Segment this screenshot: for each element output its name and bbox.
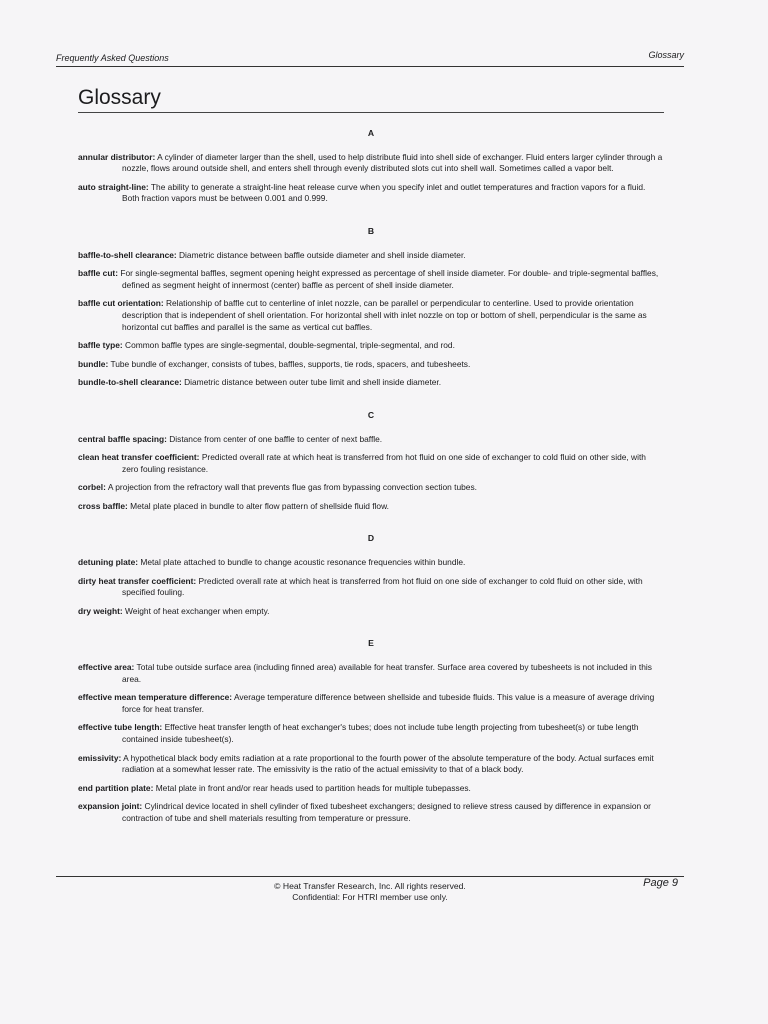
glossary-definition: Cylindrical device located in shell cylinder of fixed tubesheet exchangers; designed to relieve stress caused by difference in expansion or contraction of tube and shell materials resulting from temperature or pressure. <box>122 801 651 823</box>
glossary-term: effective tube length: <box>78 722 163 733</box>
glossary-term: central baffle spacing: <box>78 433 167 444</box>
glossary-term: auto straight-line: <box>78 181 149 192</box>
glossary-entry <box>78 340 664 352</box>
page-footer <box>56 876 684 903</box>
glossary-entry <box>78 250 664 262</box>
glossary-term: cross baffle: <box>78 500 128 511</box>
glossary-definition: Average temperature difference between shellside and tubeside fluids. This value is a measure of average driving force for heat transfer. <box>122 692 655 714</box>
section-gap <box>78 396 664 410</box>
glossary-definition: A projection from the refractory wall that prevents flue gas from bypassing convection section tubes. <box>107 482 477 493</box>
glossary-term: baffle cut orientation: <box>78 298 164 309</box>
section-gap <box>78 624 664 638</box>
glossary-entry <box>78 662 664 685</box>
glossary-term: annular distributor: <box>78 151 156 162</box>
glossary-content <box>78 128 664 832</box>
glossary-definition: Total tube outside surface area (including finned area) available for heat transfer. Surface area covered by tubesheets is not included in this area. <box>122 662 652 684</box>
glossary-definition: Metal plate in front and/or rear heads used to partition heads for multiple tubepasses. <box>155 782 471 793</box>
glossary-entry <box>78 722 664 745</box>
section-letter: A <box>367 128 375 138</box>
glossary-term: baffle cut: <box>78 268 119 279</box>
glossary-entry <box>78 452 664 475</box>
glossary-entry <box>78 298 664 333</box>
glossary-entry <box>78 482 664 494</box>
glossary-term: corbel: <box>78 482 106 493</box>
glossary-definition: The ability to generate a straight-line heat release curve when you specify inlet and outlet temperatures and fraction vapors for a fluid. Both fraction vapors must be between 0.001 and 0.999. <box>122 181 646 204</box>
glossary-term: bundle: <box>78 358 109 369</box>
glossary-entry <box>78 359 664 371</box>
glossary-entry <box>78 268 664 291</box>
glossary-definition: Predicted overall rate at which heat is transferred from hot fluid on one side of exchanger to cold fluid on other side, with specified fouling. <box>122 575 643 598</box>
glossary-definition: A hypothetical black body emits radiation at a rate proportional to the fourth power of the absolute temperature of the body. Actual surfaces emit radiation at a somewhat lesser rate. The emissivity is the ratio of the actual emissivity to that of a black body. <box>122 752 654 775</box>
glossary-entry <box>78 182 664 205</box>
glossary-entry <box>78 557 664 569</box>
glossary-definition: Diametric distance between outer tube limit and shell inside diameter. <box>184 377 442 388</box>
section-letter: C <box>367 409 375 420</box>
glossary-definition: Diametric distance between baffle outside diameter and shell inside diameter. <box>179 249 466 260</box>
glossary-term: baffle type: <box>78 340 123 351</box>
glossary-definition: Common baffle types are single-segmental, double-segmental, triple-segmental, and rod. <box>125 340 455 351</box>
glossary-term: clean heat transfer coefficient: <box>78 452 200 463</box>
glossary-definition: Distance from center of one baffle to center of next baffle. <box>169 433 383 444</box>
glossary-term: end partition plate: <box>78 782 154 793</box>
copyright-text: © Heat Transfer Research, Inc. All rights reserved. <box>274 881 466 891</box>
running-header <box>56 50 684 67</box>
glossary-term: dirty heat transfer coefficient: <box>78 575 197 586</box>
page-title: Glossary <box>78 86 664 113</box>
glossary-entry <box>78 753 664 776</box>
glossary-definition: Predicted overall rate at which heat is transferred from hot fluid on one side of exchanger to cold fluid on other side, with zero fouling resistance. <box>122 452 646 474</box>
glossary-term: effective area: <box>78 662 135 673</box>
glossary-definition: Weight of heat exchanger when empty. <box>125 605 270 616</box>
glossary-term: bundle-to-shell clearance: <box>78 377 182 388</box>
glossary-definition: A cylinder of diameter larger than the shell, used to help distribute fluid into shell side of exchanger. Fluid enters larger cylinder through a nozzle, flows around outside shell, and enters shell through evenly distributed slots cut into shell wall. Sometimes called a vapor belt. <box>122 151 663 174</box>
page-number: Page 9 <box>643 877 678 889</box>
confidential-text: Confidential: For HTRI member use only. <box>292 892 448 902</box>
glossary-entry <box>78 377 664 389</box>
glossary-entry <box>78 606 664 618</box>
glossary-term: dry weight: <box>78 605 123 616</box>
glossary-definition: Effective heat transfer length of heat exchanger's tubes; does not include tube length projecting from tubesheet(s) or tube length contained inside tubesheet(s). <box>122 722 639 744</box>
glossary-entry <box>78 434 664 446</box>
glossary-definition: Metal plate attached to bundle to change acoustic resonance frequencies within bundle. <box>140 557 466 568</box>
glossary-term: effective mean temperature difference: <box>78 692 233 703</box>
glossary-term: emissivity: <box>78 752 122 763</box>
glossary-definition: Tube bundle of exchanger, consists of tubes, baffles, supports, tie rods, spacers, and tubesheets. <box>110 358 471 369</box>
section-gap <box>78 212 664 226</box>
glossary-entry <box>78 576 664 599</box>
glossary-term: baffle-to-shell clearance: <box>78 249 177 260</box>
section-letter: B <box>367 225 375 236</box>
glossary-definition: Relationship of baffle cut to centerline of inlet nozzle, can be parallel or perpendicular to centerline. Used to provide orientation description that is independent of shell orientation. For horizontal shell with inlet nozzle on top or bottom of shell, perpendicular is the same as horizontal cut baffles and parallel is the same as vertical cut baffles. <box>122 298 647 332</box>
section-gap <box>78 519 664 533</box>
glossary-term: detuning plate: <box>78 557 139 568</box>
section-letter: E <box>368 638 374 649</box>
glossary-entry <box>78 783 664 795</box>
section-letter: D <box>367 533 375 544</box>
glossary-entry <box>78 152 664 175</box>
glossary-definition: Metal plate placed in bundle to alter flow pattern of shellside fluid flow. <box>130 500 389 511</box>
glossary-entry <box>78 801 664 824</box>
glossary-definition: For single-segmental baffles, segment opening height expressed as percentage of shell inside diameter. For double- and triple-segmental baffles, defined as segment height of innermost (center) baffle as percent of shell inside diameter. <box>120 268 659 290</box>
header-right-text: Glossary <box>648 50 684 60</box>
glossary-term: expansion joint: <box>78 801 143 812</box>
glossary-entry <box>78 692 664 715</box>
glossary-entry <box>78 501 664 513</box>
header-left-text: Frequently Asked Questions <box>56 53 169 63</box>
